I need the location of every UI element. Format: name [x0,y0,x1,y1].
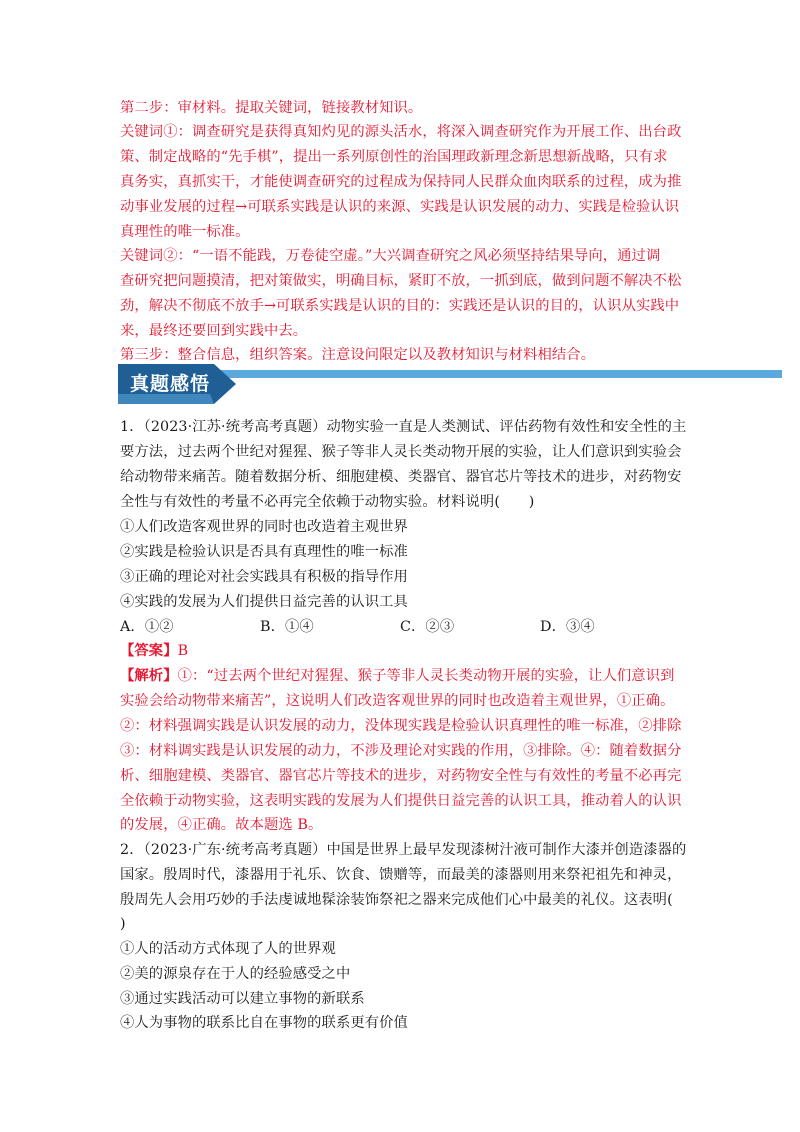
option-b[interactable]: B．①④ [260,619,314,635]
option-c[interactable]: C．②③ [400,619,455,635]
q2-statement: ④人为事物的联系比自在事物的联系更有价值 [120,1015,408,1031]
keyword1-line: 策、制定战略的“先手棋”，提出一系列原创性的治国理政新理念新思想新战略，只有求 [120,149,668,165]
keyword1-line: 真理性的唯一标准。 [120,224,250,240]
keyword2-line: 查研究把问题摸清，把对策做实，明确目标，紧盯不放，一抓到底，做到问题不解决不松 [120,273,682,289]
q2-stem-line: 殷周先人会用巧妙的手法虔诚地髹涂装饰祭祀之器来完成他们心中最美的礼仪。这表明( [120,892,673,908]
answer-tag: 【答案】 [120,643,178,659]
q2-statement: ②美的源泉存在于人的经验感受之中 [120,966,351,982]
keyword2-line: 来，最终还要回到实践中去。 [120,323,308,339]
q1-explanation-line: 实验会给动物带来痛苦”，这说明人们改造客观世界的同时也改造着主观世界，①正确。 [120,693,675,709]
q1-explanation-line: 析、细胞建模、类器官、器官芯片等技术的进步，对药物安全性与有效性的考量不必再完 [120,768,682,784]
step3-text: 第三步：整合信息，组织答案。注意设问限定以及教材知识与材料相结合。 [120,347,596,363]
explanation-text: ①：“过去两个世纪对猩猩、猴子等非人灵长类动物开展的实验，让人们意识到 [177,668,675,684]
q2-stem-line: ) [120,916,126,932]
q1-explanation-line: ③：材料调实践是认识发展的动力，不涉及理论对实践的作用，③排除。④：随着数据分 [120,743,682,759]
keyword2-line: 关键词②：“一语不能践，万卷徒空虚。”大兴调查研究之风必须坚持结果导向，通过调 [120,248,661,264]
option-d[interactable]: D．③④ [540,619,595,635]
q1-statement: ①人们改造客观世界的同时也改造着主观世界 [120,519,408,535]
q2-stem-line: 2．（2023·广东·统考高考真题）中国是世界上最早发现漆树汁液可制作大漆并创造漆器的 [120,842,687,858]
section-title: 真题感悟 [130,373,211,395]
q2-statement: ③通过实践活动可以建立事物的新联系 [120,991,365,1007]
option-a[interactable]: A．①② [120,619,174,635]
keyword1-line: 动事业发展的过程→可联系实践是认识的来源、实践是认识发展的动力、实践是检验认识 [120,199,680,215]
q1-explanation-line: ②：材料强调实践是认识发展的动力，没体现实践是检验认识真理性的唯一标准，②排除 [120,718,682,734]
q1-stem-line: 要方法，过去两个世纪对猩猩、猴子等非人灵长类动物开展的实验，让人们意识到实验会 [120,444,682,460]
q2-stem-line: 国家。殷周时代，漆器用于礼乐、饮食、馈赠等，而最美的漆器则用来祭祀祖先和神灵， [120,867,682,883]
step2-text: 第二步：审材料。提取关键词，链接教材知识。 [120,100,423,116]
q1-statement: ③正确的理论对社会实践具有积极的指导作用 [120,569,408,585]
keyword1-line: 关键词①：调查研究是获得真知灼见的源头活水，将深入调查研究作为开展工作、出台政 [120,124,682,140]
q1-stem-line: 1．（2023·江苏·统考高考真题）动物实验一直是人类测试、评估药物有效性和安全性的主 [120,419,687,435]
q1-explanation-line: 的发展，④正确。故本题选 B。 [120,817,323,833]
q1-statement: ④实践的发展为人们提供日益完善的认识工具 [120,594,408,610]
answer-value: B [177,643,189,659]
explain-tag: 【解析】 [120,668,178,684]
q1-answer [120,639,710,663]
q2-statement: ①人的活动方式体现了人的世界观 [120,941,336,957]
keyword2-line: 劲，解决不彻底不放手→可联系实践是认识的目的：实践还是认识的目的，认识从实践中 [120,298,680,314]
q1-stem-line: 给动物带来痛苦。随着数据分析、细胞建模、类器官、器官芯片等技术的进步，对药物安 [120,469,682,485]
keyword1-line: 真务实，真抓实干，才能使调查研究的过程成为保持同人民群众血肉联系的过程，成为推 [120,174,682,190]
q1-explanation-line: 全依赖于动物实验，这表明实践的发展为人们提供日益完善的认识工具，推动着人的认识 [120,793,682,809]
q1-explanation-line [120,664,710,688]
q1-stem-line: 全性与有效性的考量不必再完全依赖于动物实验。材料说明( ) [120,494,535,510]
section-banner [118,364,782,404]
q1-statement: ②实践是检验认识是否具有真理性的唯一标准 [120,544,408,560]
